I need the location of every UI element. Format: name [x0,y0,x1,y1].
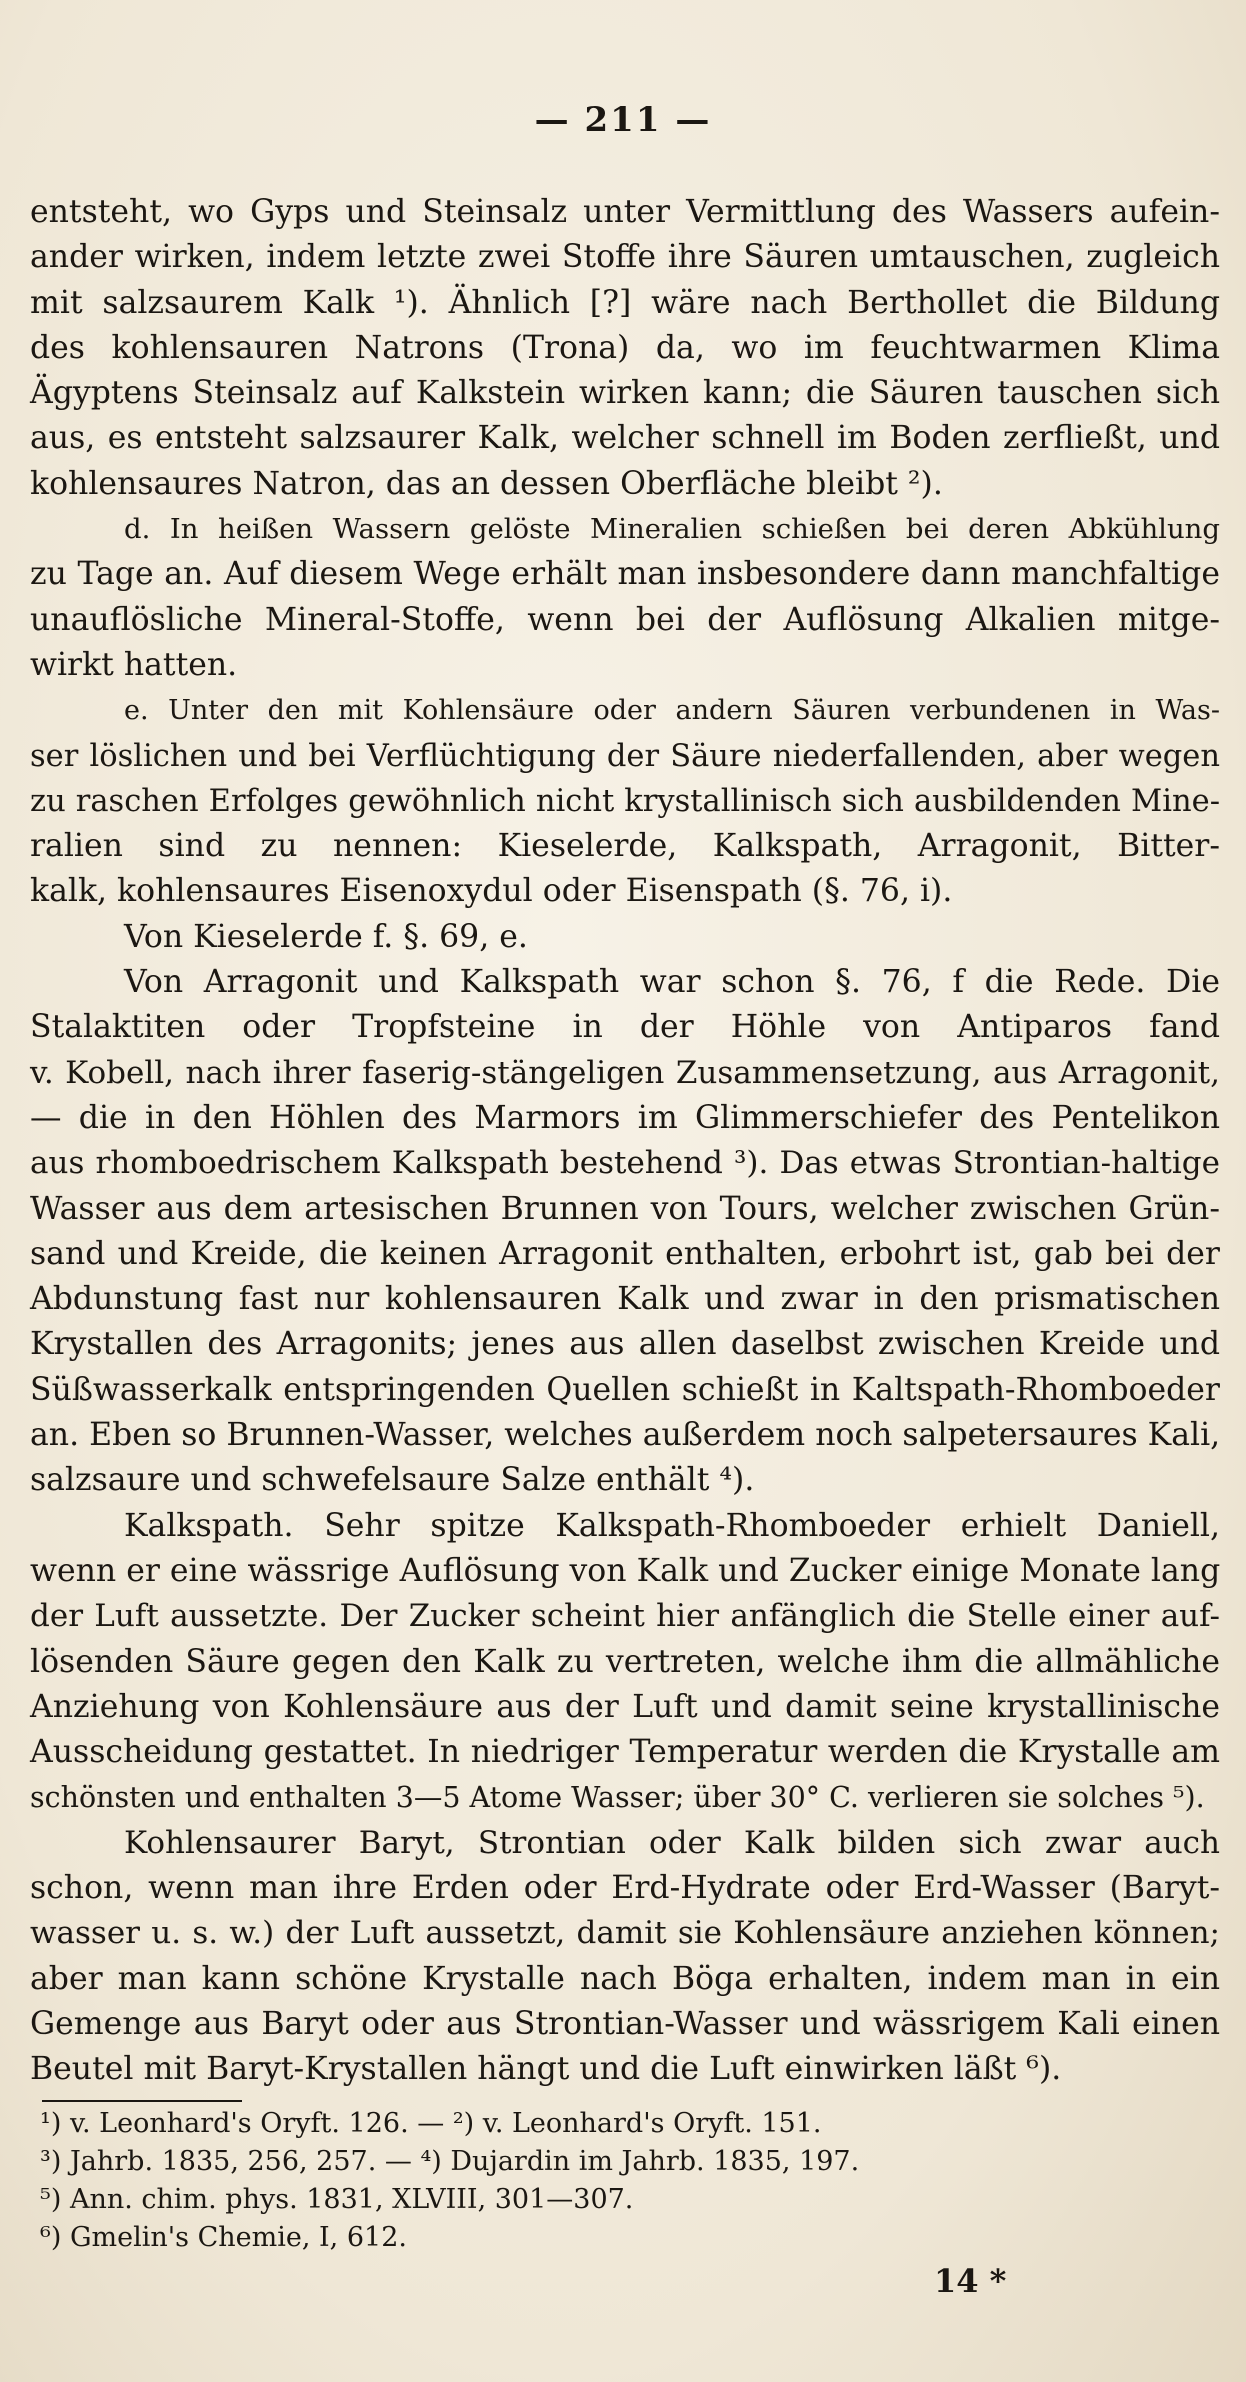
text-line: e. Unter den mit Kohlensäure oder andern Säuren verbundenen in Was- [124,695,1220,727]
text-line: wasser u. s. w.) der Luft aussetzt, damit sie Kohlensäure anziehen können; [30,1915,1220,1952]
text-line: ander wirken, indem letzte zwei Stoffe ihre Säuren umtauschen, zugleich [30,239,1220,276]
page-number: — 211 — [534,100,712,140]
text-line: Von Arragonit und Kalkspath war schon §. 76, f die Rede. Die [124,964,1220,1001]
text-line: salzsaure und schwefelsaure Salze enthält ⁴). [30,1462,755,1499]
text-line: v. Kobell, nach ihrer faserig-stängeligen Zusammensetzung, aus Arragonit, [30,1054,1220,1091]
text-line: wenn er eine wässrige Auflösung von Kalk und Zucker einige Monate lang [30,1552,1221,1589]
signature-mark: 14 * [934,2262,1007,2300]
text-line: schon, wenn man ihre Erden oder Erd-Hydrate oder Erd-Wasser (Baryt- [30,1869,1220,1906]
body-text [30,190,1220,2092]
footnote: ⁶) Gmelin's Chemie, I, 612. [40,2222,407,2253]
footnote: ⁵) Ann. chim. phys. 1831, XLVIII, 301—307. [40,2184,634,2215]
text-line: Gemenge aus Baryt oder aus Strontian-Wasser und wässrigem Kali einen [30,2005,1220,2042]
text-line: des kohlensauren Natrons (Trona) da, wo im feuchtwarmen Klima [30,329,1220,366]
text-line: Kohlensaurer Baryt, Strontian oder Kalk bilden sich zwar auch [124,1824,1220,1861]
footnote-divider [42,2100,242,2102]
text-line: Abdunstung fast nur kohlensauren Kalk und zwar in den prismatischen [30,1281,1220,1318]
text-line: Wasser aus dem artesischen Brunnen von Tours, welcher zwischen Grün- [30,1190,1220,1227]
footnote: ³) Jahrb. 1835, 256, 257. — ⁴) Dujardin im Jahrb. 1835, 197. [40,2146,860,2177]
text-line: der Luft aussetzte. Der Zucker scheint hier anfänglich die Stelle einer auf- [30,1598,1220,1635]
text-line: kohlensaures Natron, das an dessen Oberfläche bleibt ²). [30,465,943,502]
text-line: Beutel mit Baryt-Krystallen hängt und die Luft einwirken läßt ⁶). [30,2051,1062,2088]
footnote: ¹) v. Leonhard's Oryft. 126. — ²) v. Leonhard's Oryft. 151. [40,2108,822,2139]
text-line: wirkt hatten. [30,646,238,683]
text-line: kalk, kohlensaures Eisenoxydul oder Eisenspath (§. 76, i). [30,873,953,910]
text-line: Von Kieselerde f. §. 69, e. [124,918,528,955]
text-line: d. In heißen Wassern gelöste Mineralien schießen bei deren Abkühlung [124,513,1220,546]
text-line: aber man kann schöne Krystalle nach Böga erhalten, indem man in ein [30,1960,1220,1997]
text-line: Ausscheidung gestattet. In niedriger Temperatur werden die Krystalle am [30,1734,1220,1771]
footnotes [40,2105,1210,2257]
text-line: Stalaktiten oder Tropfsteine in der Höhle von Antiparos fand [30,1009,1220,1046]
text-line: sand und Kreide, die keinen Arragonit enthalten, erbohrt ist, gab bei der [30,1235,1220,1272]
text-line: entsteht, wo Gyps und Steinsalz unter Vermittlung des Wassers aufein- [30,194,1220,230]
text-line: — die in den Höhlen des Marmors im Glimmerschiefer des Pentelikon [30,1099,1220,1136]
text-line: Ägyptens Steinsalz auf Kalkstein wirken kann; die Säuren tauschen sich [30,375,1220,412]
text-line: zu raschen Erfolges gewöhnlich nicht krystallinisch sich ausbildenden Mine- [30,783,1220,819]
text-line: ser löslichen und bei Verflüchtigung der Säure niederfallenden, aber wegen [30,738,1220,774]
text-line: aus rhomboedrischem Kalkspath bestehend ³). Das etwas Strontian-haltige [30,1145,1220,1182]
text-line: aus, es entsteht salzsaurer Kalk, welcher schnell im Boden zerfließt, und [30,420,1220,457]
text-line: lösenden Säure gegen den Kalk zu vertreten, welche ihm die allmähliche [30,1643,1220,1680]
text-line: Anziehung von Kohlensäure aus der Luft und damit seine krystallinische [30,1688,1220,1725]
text-line: mit salzsaurem Kalk ¹). Ähnlich [?] wäre nach Berthollet die Bildung [30,284,1220,321]
text-line: schönsten und enthalten 3—5 Atome Wasser; über 30° C. verlieren sie solches ⁵). [30,1781,1205,1815]
text-line: unauflösliche Mineral-Stoffe, wenn bei der Auflösung Alkalien mitge- [30,601,1220,638]
text-line: Kalkspath. Sehr spitze Kalkspath-Rhomboeder erhielt Daniell, [124,1507,1220,1544]
text-line: ralien sind zu nennen: Kieselerde, Kalkspath, Arragonit, Bitter- [30,828,1220,865]
text-line: Krystallen des Arragonits; jenes aus allen daselbst zwischen Kreide und [30,1326,1220,1363]
text-line: Süßwasserkalk entspringenden Quellen schießt in Kaltspath-Rhomboeder [30,1371,1220,1408]
text-line: an. Eben so Brunnen-Wasser, welches außerdem noch salpetersaures Kali, [30,1417,1221,1454]
text-line: zu Tage an. Auf diesem Wege erhält man insbesondere dann manchfaltige [30,556,1220,593]
